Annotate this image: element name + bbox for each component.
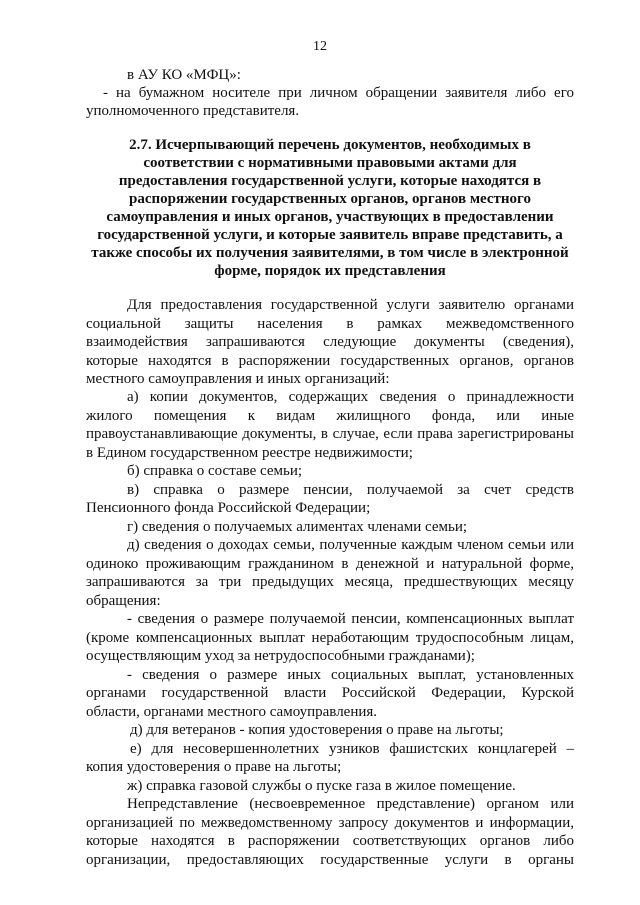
list-item-line: г) сведения о получаемых алиментах членами семьи; [127,519,468,535]
page-number: 12 [313,39,327,54]
list-item-line: е) для несовершеннолетних узников фашистских концлагерей – [130,741,574,757]
list-item-line: б) справка о составе семьи; [127,463,303,479]
list-item-line: в) справка о размере пенсии, получаемой за счет средств [127,482,574,498]
list-item-line: д) для ветеранов - копия удостоверения о праве на льготы; [130,722,504,738]
paragraph-line: организации, предоставляющих государственные услуги в органы [86,852,574,868]
list-item-line: ж) справка газовой службы о пуске газа в жилое помещение. [127,778,516,794]
list-item-line: органами государственной власти Российской Федерации, Курской [86,685,574,701]
paragraph-line: которые находятся в распоряжении соответствующих органов либо [86,833,574,849]
list-item-line: правоустанавливающие документы, в случае, если права зарегистрированы [86,426,574,442]
list-item-line: (кроме компенсационных выплат неработающим трудоспособным лицам, [86,630,574,646]
intro-line: уполномоченного представителя. [86,103,300,119]
list-item-line: д) сведения о доходах семьи, полученные каждым членом семьи или [127,537,574,553]
paragraph-line: которые находятся в распоряжении государственных органов, органов [86,353,574,369]
paragraph-line: взаимодействия запрашиваются следующие документы (сведения), [86,334,574,350]
section-heading-line: предоставления государственной услуги, которые находятся в [118,173,542,189]
section-heading-line: соответствии с нормативными правовыми актами для [143,155,517,171]
intro-line: - на бумажном носителе при личном обращении заявителя либо его [103,85,574,101]
section-heading-line: также способы их получения заявителями, в том числе в электронной [91,245,569,261]
paragraph-line: местного самоуправления и иных организаций: [86,371,390,387]
paragraph-line: организацией по межведомственному запросу документов и информации, [86,815,574,831]
paragraph-line: Для предоставления государственной услуги заявителю органами [127,297,574,313]
list-item-line: - сведения о размере получаемой пенсии, компенсационных выплат [127,611,574,627]
list-item-line: запрашиваются за три предыдущих месяца, предшествующих месяцу [86,574,574,590]
list-item-line: одиноко проживающим гражданином в денежной и натуральной форме, [86,556,574,572]
list-item-line: осуществляющим уход за нетрудоспособными гражданами); [86,648,475,664]
list-item-line: Пенсионного фонда Российской Федерации; [86,500,371,516]
list-item-line: жилого помещения к видам жилищного фонда, или иные [86,408,574,424]
list-item-line: в Едином государственном реестре недвижимости; [86,445,413,461]
section-heading-line: форме, порядок их представления [214,263,446,279]
section-heading-line: 2.7. Исчерпывающий перечень документов, необходимых в [129,137,531,153]
list-item-line: копия удостоверения о праве на льготы; [86,759,342,775]
list-item-line: области, органами местного самоуправления. [86,704,378,720]
paragraph-line: Непредставление (несвоевременное представление) органом или [127,796,574,812]
section-heading-line: государственной услуги, и которые заявитель вправе представить, а [97,227,563,243]
section-heading-line: распоряжении государственных органов, органов местного [129,191,531,207]
intro-line: в АУ КО «МФЦ»: [127,67,241,83]
paragraph-line: социальной защиты населения в рамках межведомственного [86,316,574,332]
section-heading-line: самоуправления и иных органов, участвующих в предоставлении [106,209,554,225]
list-item-line: - сведения о размере иных социальных выплат, установленных [127,667,574,683]
list-item-line: обращения: [86,593,161,609]
list-item-line: а) копии документов, содержащих сведения о принадлежности [127,389,574,405]
